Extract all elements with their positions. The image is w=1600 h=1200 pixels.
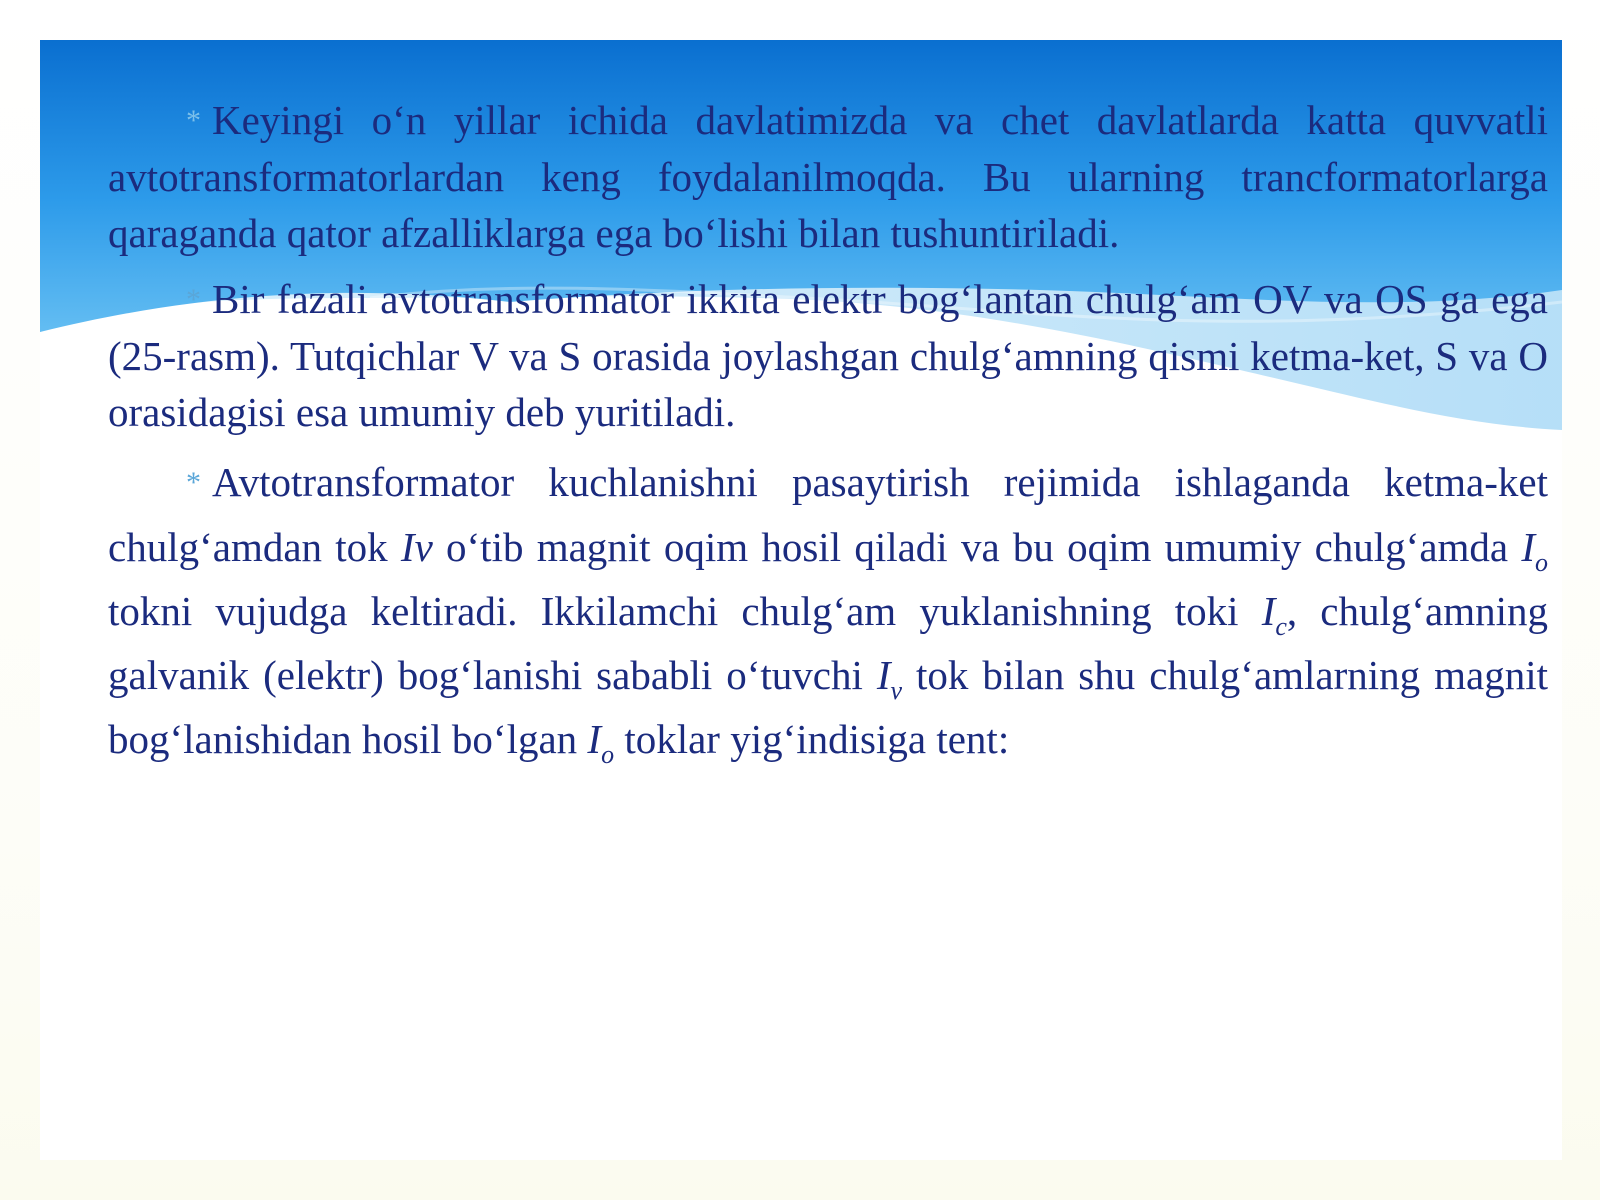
- asterisk-bullet-icon: *: [186, 283, 201, 316]
- asterisk-bullet-icon: *: [186, 104, 201, 137]
- current-iv-symbol: Iv: [400, 524, 433, 570]
- paragraph-3-text-6: toklar yig‘indisiga tent:: [614, 716, 1010, 762]
- slide-body: [108, 92, 1548, 781]
- paragraph-2: [108, 271, 1548, 440]
- current-ic-symbol: $I_c$: [1261, 588, 1287, 641]
- paragraph-3-text-1: Avtotransformator kuchlanishni pasaytirish rejimida ishlaganda ketma-ket chulg‘amdan tok: [108, 459, 1548, 570]
- paragraph-2-text: Bir fazali avtotransformator ikkita elektr bog‘lantan chulg‘am OV va OS ga ega (25-rasm). Tutqichlar V va S orasida joylashgan chulg‘amning qismi ketma-ket, S va O orasidagisi esa umumiy deb yuritiladi.: [108, 276, 1548, 435]
- current-io-symbol: $I_o$: [1521, 524, 1549, 577]
- current-io-symbol-2: $I_o$: [587, 716, 615, 769]
- paragraph-3-text-5: tok bilan shu chulg‘amlarning magnit bog‘lanishidan hosil bo‘lgan: [108, 652, 1548, 762]
- current-iv-sub-symbol: $I_v$: [876, 652, 903, 705]
- asterisk-bullet-icon: *: [186, 466, 201, 499]
- paragraph-3: [108, 450, 1548, 771]
- paragraph-3-text-2: o‘tib magnit oqim hosil qiladi va bu oqim umumiy chulg‘amda: [432, 524, 1522, 570]
- paragraph-1: [108, 92, 1548, 261]
- paragraph-3-text-4: , chulg‘amning galvanik (elektr) bog‘lanishi sababli o‘tuvchi: [108, 588, 1548, 698]
- paragraph-3-text-3: tokni vujudga keltiradi. Ikkilamchi chulg‘am yuklanishning toki: [108, 588, 1262, 634]
- paragraph-1-text: Keyingi o‘n yillar ichida davlatimizda va chet davlatlarda katta quvvatli avtotransformatorlardan keng foydalanilmoqda. Bu ularning trancformatorlarga qaraganda qator afzalliklarga ega bo‘lishi bilan tushuntiriladi.: [108, 97, 1548, 256]
